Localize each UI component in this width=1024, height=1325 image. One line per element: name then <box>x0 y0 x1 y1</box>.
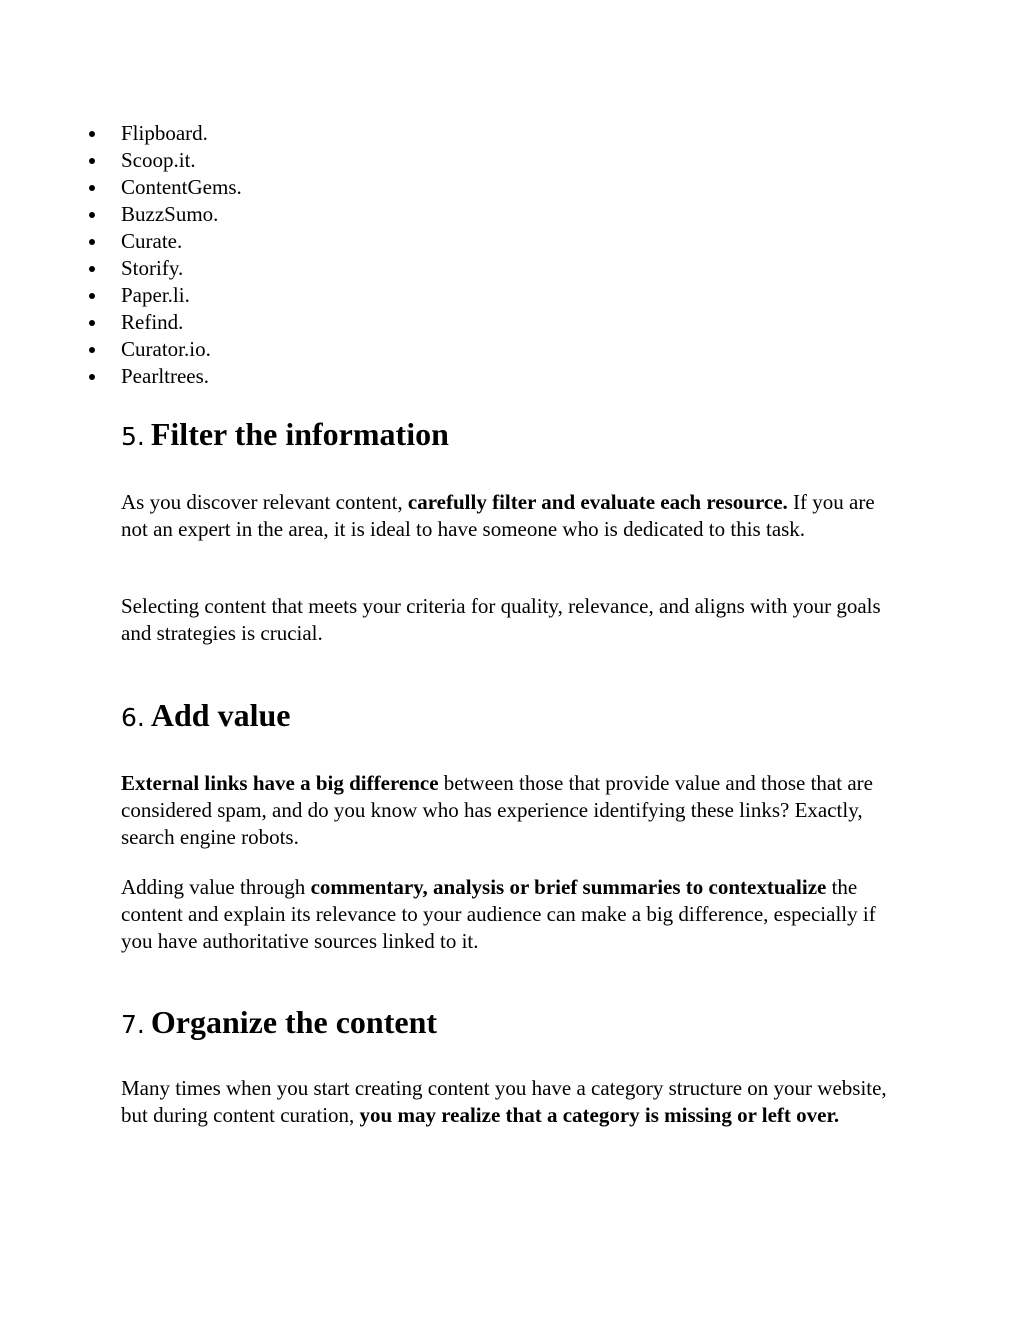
paragraph-text: If you are not an expert in the area, it is ideal to have someone who is dedicated to this task. <box>121 490 875 541</box>
paragraph-emphasis: carefully filter and evaluate each resource. <box>407 490 788 514</box>
list-item <box>89 228 242 255</box>
list-item <box>89 363 242 390</box>
list-item-label: Pearltrees. <box>121 364 210 388</box>
paragraph-emphasis: External links have a big difference <box>121 771 439 795</box>
list-item-label: BuzzSumo. <box>121 202 219 226</box>
list-item <box>89 147 242 174</box>
section-7-heading <box>121 1004 437 1041</box>
section-number: 7. <box>121 1010 145 1039</box>
section-title: Add value <box>150 697 291 733</box>
list-item-label: ContentGems. <box>121 175 242 199</box>
bullet-icon <box>89 347 95 353</box>
bullet-icon <box>89 185 95 191</box>
list-item-label: Paper.li. <box>121 283 190 307</box>
list-item-label: Curate. <box>121 229 183 253</box>
paragraph-emphasis: you may realize that a category is missing or left over. <box>359 1103 840 1127</box>
curation-tools-list <box>89 120 242 390</box>
bullet-icon <box>89 131 95 137</box>
section-6-heading <box>121 697 290 734</box>
bullet-icon <box>89 158 95 164</box>
section-7-paragraph-1 <box>121 1075 901 1129</box>
list-item-label: Refind. <box>121 310 184 334</box>
list-item-label: Flipboard. <box>121 121 208 145</box>
paragraph-text: Selecting content that meets your criteria for quality, relevance, and aligns with your goals and strategies is crucial. <box>121 594 881 645</box>
section-title: Organize the content <box>150 1004 438 1040</box>
list-item <box>89 336 242 363</box>
section-title: Filter the information <box>150 416 449 452</box>
paragraph-text: As you discover relevant content, <box>121 490 408 514</box>
list-item <box>89 282 242 309</box>
paragraph-emphasis: commentary, analysis or brief summaries to contextualize <box>310 875 827 899</box>
list-item <box>89 120 242 147</box>
paragraph-text: Many times when you start creating content you have a category structure on your website, but during content curation, <box>121 1076 887 1127</box>
list-item <box>89 174 242 201</box>
section-number: 6. <box>121 703 145 732</box>
list-item-label: Curator.io. <box>121 337 211 361</box>
list-item <box>89 255 242 282</box>
paragraph-text: the content and explain its relevance to your audience can make a big difference, especially if you have authoritative sources linked to it. <box>121 875 876 953</box>
section-number: 5. <box>121 422 145 451</box>
list-item <box>89 309 242 336</box>
paragraph-text: between those that provide value and those that are considered spam, and do you know who has experience identifying these links? Exactly, search engine robots. <box>121 771 873 849</box>
section-6-paragraph-2 <box>121 874 901 955</box>
list-item <box>89 201 242 228</box>
list-item-label: Storify. <box>121 256 184 280</box>
section-6-paragraph-1 <box>121 770 901 851</box>
section-5-heading <box>121 416 449 453</box>
bullet-icon <box>89 266 95 272</box>
bullet-icon <box>89 374 95 380</box>
section-5-paragraph-2 <box>121 593 901 647</box>
bullet-icon <box>89 320 95 326</box>
bullet-icon <box>89 212 95 218</box>
bullet-icon <box>89 239 95 245</box>
paragraph-text: Adding value through <box>121 875 311 899</box>
section-5-paragraph-1 <box>121 489 901 543</box>
bullet-icon <box>89 293 95 299</box>
list-item-label: Scoop.it. <box>121 148 196 172</box>
